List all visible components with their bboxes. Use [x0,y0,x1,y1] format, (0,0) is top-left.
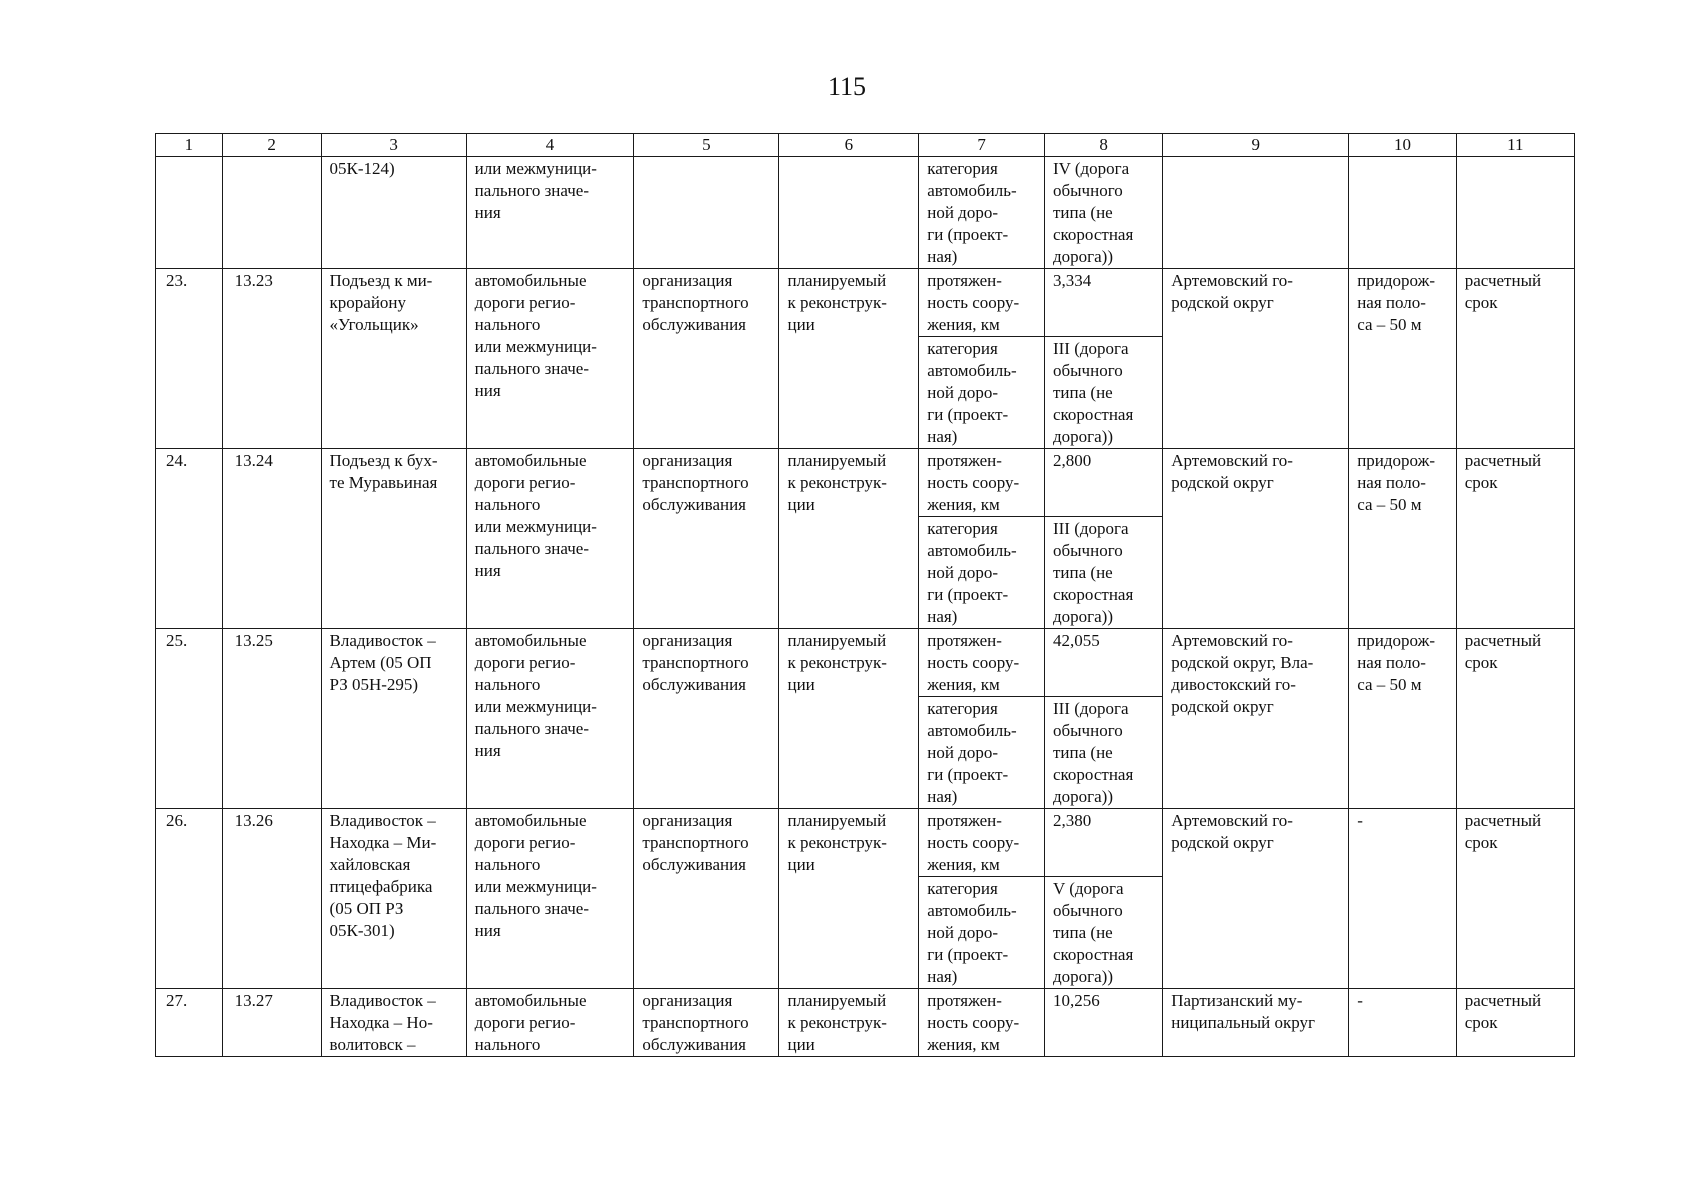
object-name: Подъезд к бух- те Муравьиная [321,449,466,629]
location: Артемовский го- родской округ [1163,809,1349,989]
column-number: 2 [222,134,321,157]
object-code [222,157,321,269]
length-label: протяжен- ность соору- жения, км [919,269,1045,337]
object-name: Подъезд к ми- крорайону «Угольщик» [321,269,466,449]
object-type: автомобильные дороги регио- нального или межмуници- пального значе- ния [466,269,634,449]
object-purpose [634,157,779,269]
column-number: 5 [634,134,779,157]
object-purpose: организация транспортного обслуживания [634,989,779,1057]
column-number: 11 [1456,134,1574,157]
column-number: 3 [321,134,466,157]
deadline: расчетный срок [1456,809,1574,989]
object-status: планируемый к реконструк- ции [779,989,919,1057]
location [1163,157,1349,269]
row-number: 27. [156,989,223,1057]
object-name: 05К-124) [321,157,466,269]
column-number: 10 [1349,134,1457,157]
category-value: IV (дорога обычного типа (не скоростная дорога)) [1044,157,1162,269]
object-code: 13.27 [222,989,321,1057]
object-name: Владивосток – Находка – Ми- хайловская птицефабрика (05 ОП РЗ 05К-301) [321,809,466,989]
object-type: автомобильные дороги регио- нального или межмуници- пального значе- ния [466,629,634,809]
object-code: 13.23 [222,269,321,449]
object-status: планируемый к реконструк- ции [779,269,919,449]
length-value: 3,334 [1044,269,1162,337]
location: Партизанский му- ниципальный округ [1163,989,1349,1057]
object-name: Владивосток – Артем (05 ОП РЗ 05Н-295) [321,629,466,809]
table-row [156,809,1575,877]
length-label: протяжен- ность соору- жения, км [919,449,1045,517]
deadline: расчетный срок [1456,629,1574,809]
category-label: категория автомобиль- ной доро- ги (проект- ная) [919,157,1045,269]
page-number: 115 [827,72,867,101]
length-label: протяжен- ность соору- жения, км [919,809,1045,877]
object-purpose: организация транспортного обслуживания [634,809,779,989]
object-purpose: организация транспортного обслуживания [634,269,779,449]
category-label: категория автомобиль- ной доро- ги (проект- ная) [919,697,1045,809]
object-type: или межмуници- пального значе- ния [466,157,634,269]
table-row [156,629,1575,697]
column-number: 1 [156,134,223,157]
zone: придорож- ная поло- са – 50 м [1349,269,1457,449]
zone: придорож- ная поло- са – 50 м [1349,449,1457,629]
category-label: категория автомобиль- ной доро- ги (проект- ная) [919,337,1045,449]
road-register-table [155,133,1575,1057]
column-number: 8 [1044,134,1162,157]
object-name: Владивосток – Находка – Но- волитовск – [321,989,466,1057]
category-value: III (дорога обычного типа (не скоростная дорога)) [1044,697,1162,809]
column-number: 9 [1163,134,1349,157]
row-number: 26. [156,809,223,989]
row-number: 25. [156,629,223,809]
deadline [1456,157,1574,269]
category-value: V (дорога обычного типа (не скоростная дорога)) [1044,877,1162,989]
category-label: категория автомобиль- ной доро- ги (проект- ная) [919,877,1045,989]
length-label: протяжен- ность соору- жения, км [919,989,1045,1057]
object-status: планируемый к реконструк- ции [779,449,919,629]
zone: - [1349,809,1457,989]
location: Артемовский го- родской округ [1163,269,1349,449]
location: Артемовский го- родской округ [1163,449,1349,629]
table-row [156,989,1575,1057]
object-code: 13.24 [222,449,321,629]
length-label: протяжен- ность соору- жения, км [919,629,1045,697]
length-value: 10,256 [1044,989,1162,1057]
object-status: планируемый к реконструк- ции [779,629,919,809]
object-code: 13.26 [222,809,321,989]
length-value: 42,055 [1044,629,1162,697]
length-value: 2,380 [1044,809,1162,877]
zone: придорож- ная поло- са – 50 м [1349,629,1457,809]
zone: - [1349,989,1457,1057]
column-number: 4 [466,134,634,157]
object-status: планируемый к реконструк- ции [779,809,919,989]
deadline: расчетный срок [1456,449,1574,629]
table-row-continuation [156,157,1575,269]
object-purpose: организация транспортного обслуживания [634,449,779,629]
category-value: III (дорога обычного типа (не скоростная дорога)) [1044,337,1162,449]
row-number: 24. [156,449,223,629]
column-number-row [156,134,1575,157]
deadline: расчетный срок [1456,269,1574,449]
table-row [156,269,1575,337]
category-value: III (дорога обычного типа (не скоростная дорога)) [1044,517,1162,629]
length-value: 2,800 [1044,449,1162,517]
object-status [779,157,919,269]
object-purpose: организация транспортного обслуживания [634,629,779,809]
row-number: 23. [156,269,223,449]
object-type: автомобильные дороги регио- нального или межмуници- пального значе- ния [466,809,634,989]
object-type: автомобильные дороги регио- нального [466,989,634,1057]
table-row [156,449,1575,517]
location: Артемовский го- родской округ, Вла- дивостокский го- родской округ [1163,629,1349,809]
column-number: 6 [779,134,919,157]
category-label: категория автомобиль- ной доро- ги (проект- ная) [919,517,1045,629]
object-code: 13.25 [222,629,321,809]
zone [1349,157,1457,269]
row-number [156,157,223,269]
deadline: расчетный срок [1456,989,1574,1057]
object-type: автомобильные дороги регио- нального или межмуници- пального значе- ния [466,449,634,629]
column-number: 7 [919,134,1045,157]
